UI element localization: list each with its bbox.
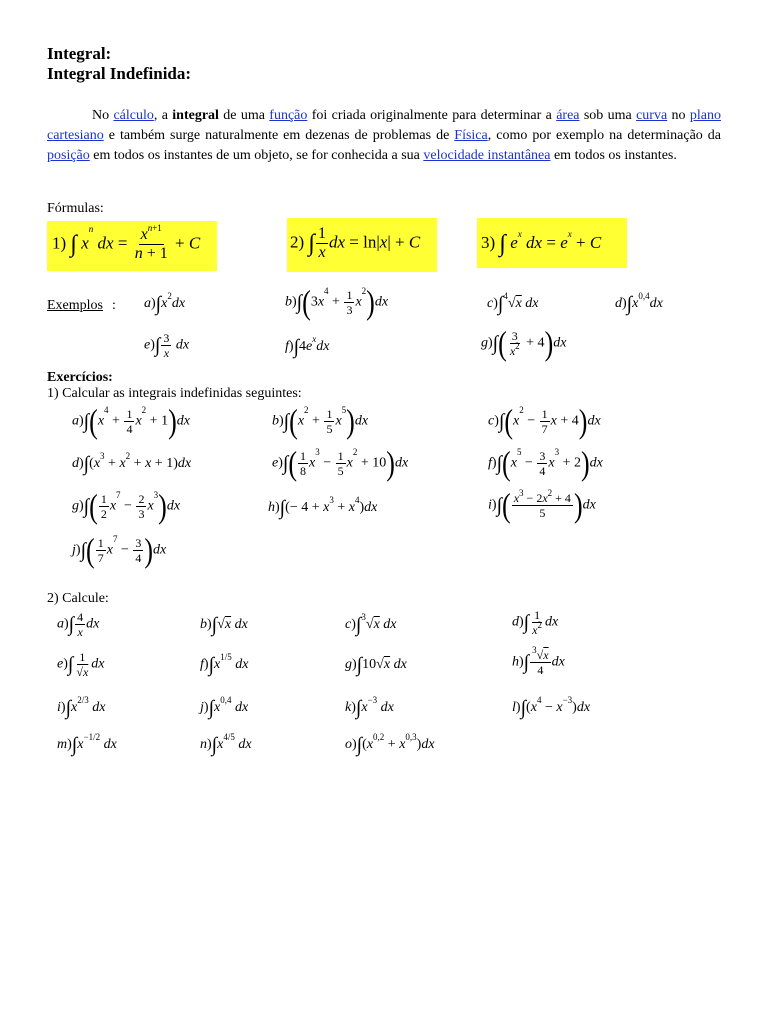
colon: : xyxy=(112,298,116,313)
intro-paragraph xyxy=(47,106,721,165)
exercise-2-label: 2) Calcule: xyxy=(47,591,109,606)
exercise-2l: $l)\int(x^4 - x^{-3})dx$ xyxy=(512,695,591,719)
exercise-1g: g)∫( $\frac{1}{2}$ $x^7$ − $\frac{2}{3}$ $x^3)dx$ xyxy=(72,487,181,525)
link-velocidade-instantanea[interactable]: velocidade instantânea xyxy=(423,147,551,163)
exercise-1-label: 1) Calcular as integrais indefinidas seguintes: xyxy=(47,386,302,401)
exercise-2o: $o)\int(x^{0,2} + x^{0,3})dx$ xyxy=(345,732,435,756)
exercise-2i: $i)\int x^{2/3}$ dx xyxy=(57,695,106,719)
exercise-1j: j)∫( $\frac{1}{7}$ $x^7$ − $\frac{3}{4}$ )dx xyxy=(72,531,167,569)
exercise-2n: $n)\int x^{4/5}$ dx xyxy=(200,732,252,756)
link-fisica[interactable]: Física xyxy=(454,127,488,143)
text: sob uma xyxy=(579,108,637,123)
text: em todos os instantes. xyxy=(550,147,677,163)
text: No xyxy=(92,108,114,123)
page-title: Integral: xyxy=(47,44,112,63)
text: em todos os instantes de um objeto, se for conhecida a sua xyxy=(89,147,424,163)
exercise-2e: e)∫ $\frac{1}{√x}$ dx xyxy=(57,650,105,679)
link-curva[interactable]: curva xyxy=(636,108,668,123)
exercise-1b: $b)\int(x^2$ + $\frac{1}{5}$ $x^5)dx$ xyxy=(272,402,369,440)
text: , como por exemplo na determinação da xyxy=(487,127,721,143)
link-plano-cartesiano[interactable]: plano cartesiano xyxy=(47,108,721,143)
example-f: $f)\int 4e^xdx$ xyxy=(285,334,330,358)
exercise-2c: c)∫$^3$√x dx xyxy=(345,612,397,636)
link-calculo[interactable]: cálculo xyxy=(113,108,154,123)
text: foi criada originalmente para determinar a xyxy=(307,108,557,123)
formula-2: 2) ∫ $\frac{1}{x}$ dx = ln|x| + C xyxy=(290,225,421,261)
link-funcao[interactable]: função xyxy=(269,108,308,123)
exercise-1e: e)∫( $\frac{1}{8}$ $x^3$ − $\frac{1}{5}$ $x^2 + 10)dx$ xyxy=(272,444,409,482)
exercise-1h: $h)\int(- 4 + x^3 + x^4)dx$ xyxy=(268,495,378,519)
example-e: e)∫ $\frac{3}{x}$ dx xyxy=(144,331,190,360)
formula-1: 1) ∫ $x^n$ dx = $\frac{x^{n+1}}{n + 1}$ + C xyxy=(52,223,201,262)
exercise-2f: $f)\int x^{1/5}$ dx xyxy=(200,652,249,676)
exercise-2b: b)∫√x dx xyxy=(200,614,248,636)
example-c: c)∫$^4$√x dx xyxy=(487,291,539,315)
link-area[interactable]: área xyxy=(556,108,580,123)
formulas-label: Fórmulas: xyxy=(47,201,104,216)
exercise-2k: $k)\int x^{-3}$ dx xyxy=(345,695,394,719)
exercise-2h: h)∫ $\frac{^3√x}{4}$ dx xyxy=(512,645,565,677)
example-d: $d)\int x^{0,4}dx$ xyxy=(615,291,663,315)
bold-term: integral xyxy=(172,108,219,123)
exercise-1f: $f)\int(x^5$ − $\frac{3}{4}$ $x^3 + 2)dx$ xyxy=(488,444,603,482)
exercise-2d: d)∫ $\frac{1}{x^2}$ dx xyxy=(512,608,559,637)
text: no xyxy=(667,108,690,123)
formula-3: 3) ∫ $e^x$ dx = $e^x + C$ xyxy=(481,229,602,257)
examples-label: Exemplos xyxy=(47,298,103,313)
exercise-1c: $c)\int(x^2$ − $\frac{1}{7}$ x + 4)dx xyxy=(488,402,601,440)
exercises-heading: Exercícios: xyxy=(47,370,113,385)
exercise-2m: $m)\int x^{-1/2}$ dx xyxy=(57,732,117,756)
example-a: $a)\int x^2dx$ xyxy=(144,291,186,315)
example-b: $b)\int(3x^4$ + $\frac{1}{3}$ $x^2)dx$ xyxy=(285,283,389,321)
example-g: g)∫( $\frac{3}{x^2}$ + 4)dx xyxy=(481,324,567,362)
exercise-1a: $a)\int(x^4$ + $\frac{1}{4}$ $x^2 + 1)dx$ xyxy=(72,402,190,440)
link-posicao[interactable]: posição xyxy=(47,147,90,163)
exercise-2a: a)∫ $\frac{4}{x}$ dx xyxy=(57,610,100,639)
exercise-2j: $j)\int x^{0,4}$ dx xyxy=(200,695,249,719)
text: de uma xyxy=(218,108,270,123)
exercise-1i: i)∫( $\frac{x^3 - 2x^2 + 4}{5}$ )dx xyxy=(488,486,596,524)
exercise-1d: $d)\int(x^3 + x^2 + x + 1)dx$ xyxy=(72,451,192,475)
text: e também surge naturalmente em dezenas de problemas de xyxy=(103,127,455,143)
page-subtitle: Integral Indefinida: xyxy=(47,64,192,83)
text: , a xyxy=(153,108,173,123)
exercise-2g: g)∫10√x dx xyxy=(345,654,407,676)
